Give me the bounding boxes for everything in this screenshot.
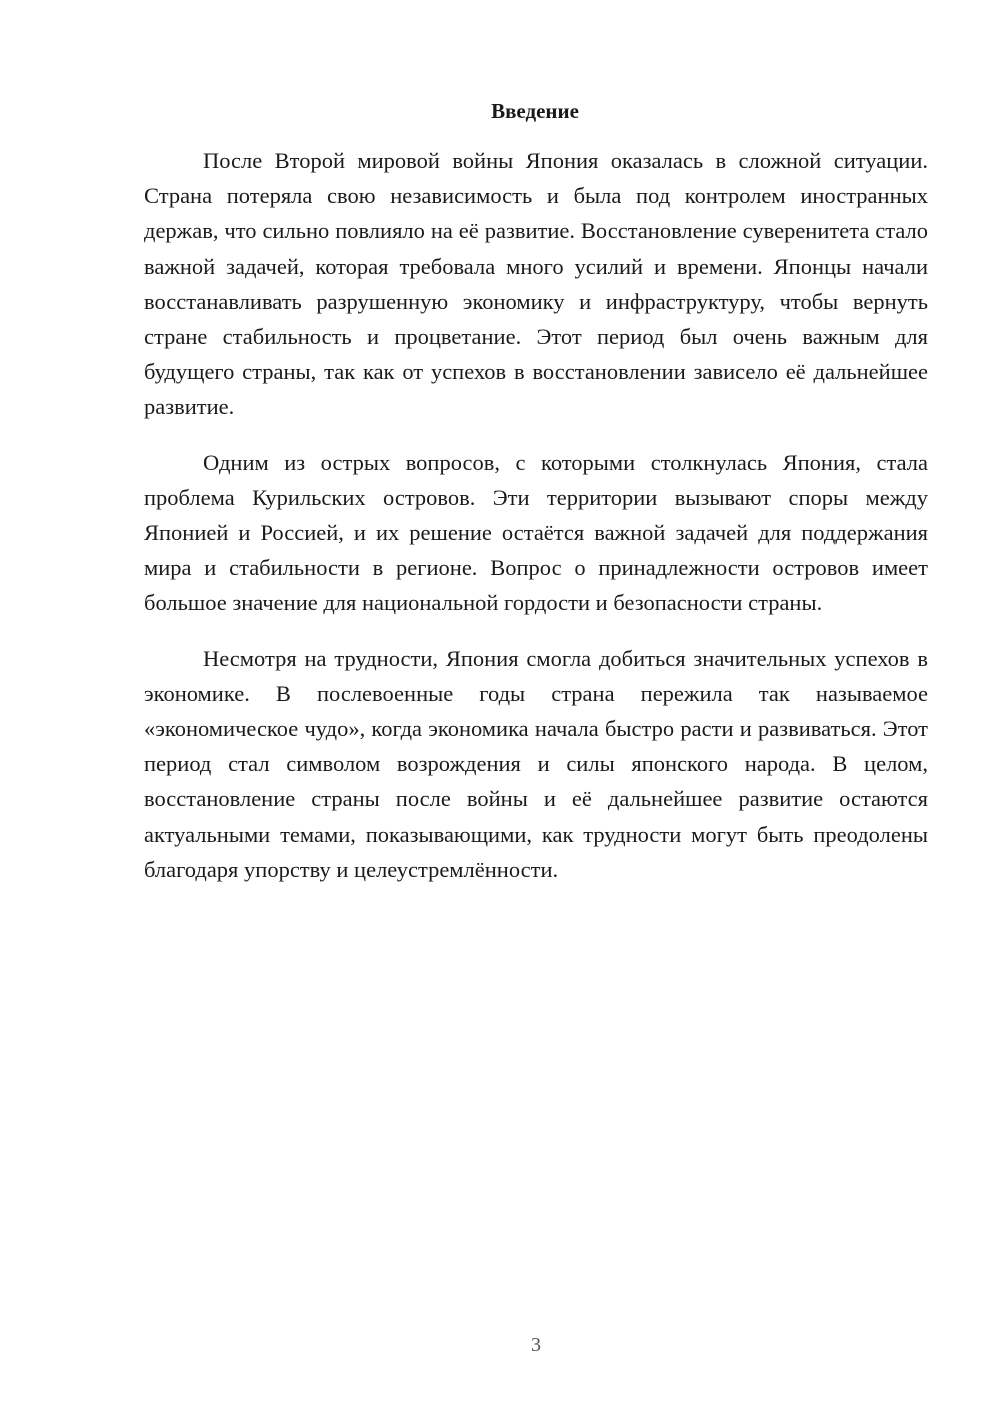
body-text [144,143,928,907]
paragraph-1: После Второй мировой войны Япония оказалась в сложной ситуации. Страна потеряла свою независимость и была под контролем иностранных держав, что сильно повлияло на её развитие. Восстановление суверенитета стало важной задачей, которая требовала много усилий и времени. Японцы начали восстанавливать разрушенную экономику и инфраструктуру, чтобы вернуть стране стабильность и процветание. Этот период был очень важным для будущего страны, так как от успехов в восстановлении зависело её дальнейшее развитие. [144,148,928,420]
paragraph-2: Одним из острых вопросов, с которыми столкнулась Япония, стала проблема Курильских островов. Эти территории вызывают споры между Японией и Россией, и их решение остаётся важной задачей для поддержания мира и стабильности в регионе. Вопрос о принадлежности островов имеет большое значение для национальной гордости и безопасности страны. [144,449,928,616]
paragraph-3: Несмотря на трудности, Япония смогла добиться значительных успехов в экономике. В послевоенные годы страна пережила так называемое «экономическое чудо», когда экономика начала быстро расти и развиваться. Этот период стал символом возрождения и силы японского народа. В целом, восстановление страны после войны и её дальнейшее развитие остаются актуальными темами, показывающими, как трудности могут быть преодолены благодаря упорству и целеустремлённости. [144,645,928,882]
section-title: Введение [491,99,579,123]
page-number: 3 [531,1334,541,1356]
